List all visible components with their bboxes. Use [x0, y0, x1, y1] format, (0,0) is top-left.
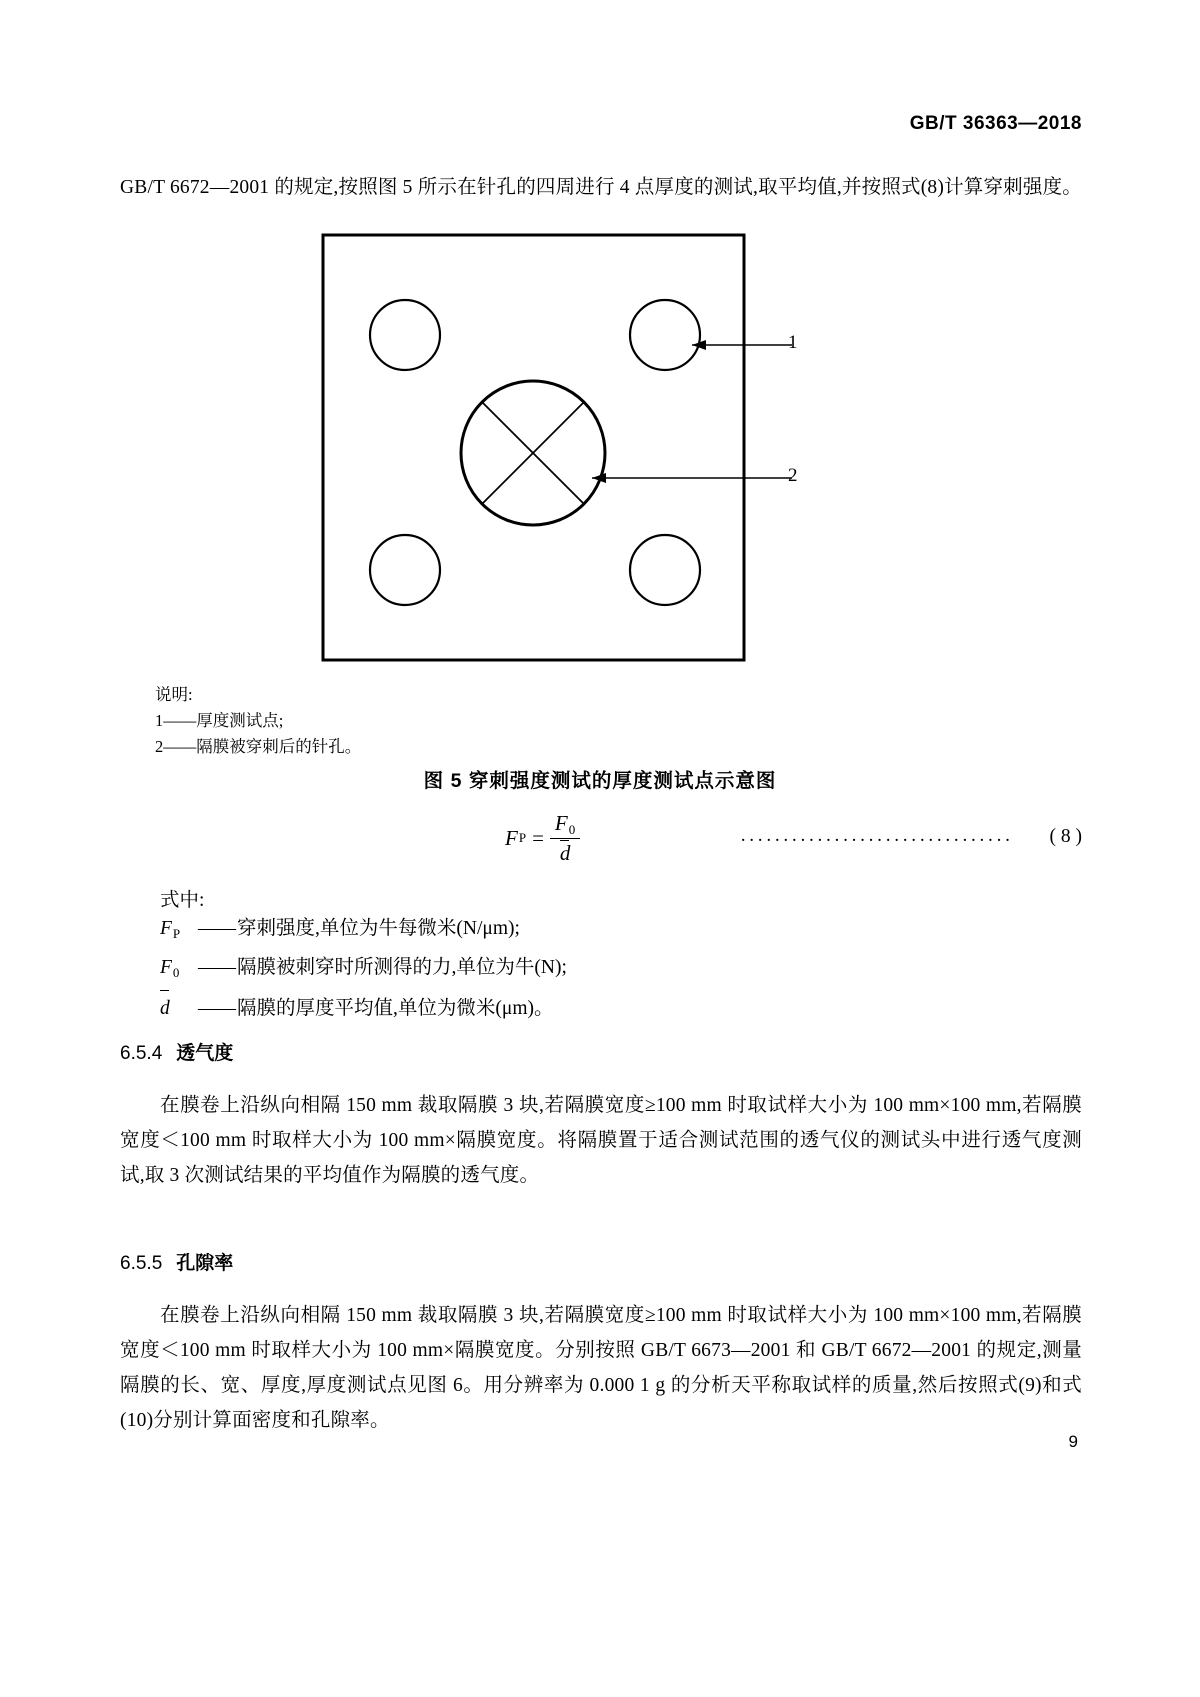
symbol-d-mean-description: 隔膜的厚度平均值,单位为微米(μm)。 — [237, 998, 554, 1019]
specimen-square — [323, 235, 744, 660]
equation-numerator — [550, 812, 580, 838]
legend-item-2: 2——隔膜被穿刺后的针孔。 — [155, 737, 362, 756]
callout-label-2: 2 — [788, 465, 798, 486]
symbol-Fp-subscript: P — [172, 926, 181, 941]
legend-title: 说明: — [155, 685, 193, 704]
symbol-d-mean — [160, 990, 194, 1026]
document-standard-number: GB/T 36363—2018 — [909, 113, 1082, 134]
equation-equals-sign: = — [532, 825, 544, 850]
symbol-Fp-description: 穿刺强度,单位为牛每微米(N/μm); — [237, 918, 520, 939]
figure-5-caption: 图 5 穿刺强度测试的厚度测试点示意图 — [423, 770, 777, 792]
section-body-6-5-5: 在膜卷上沿纵向相隔 150 mm 裁取隔膜 3 块,若隔膜宽度≥100 mm 时取试样大小为 100 mm×100 mm,若隔膜宽度＜100 mm 时取样大小为 100 mm×隔膜宽度。分别按照 GB/T 6673—2001 和 GB/T 6672—2001 的规定,测量隔膜的长、宽、厚度,厚度测试点见图 6。用分辨率为 0.000 1 g 的分析天平称取试样的质量,然后按照式(9)和式(10)分别计算面密度和孔隙率。 — [120, 1305, 1082, 1431]
symbol-d-mean-dash: —— — [198, 998, 235, 1019]
where-label: 式中: — [160, 890, 205, 911]
intro-paragraph: GB/T 6672—2001 的规定,按照图 5 所示在针孔的四周进行 4 点厚度的测试,取平均值,并按照式(8)计算穿刺强度。 — [120, 177, 1082, 198]
equation-numerator-subscript: 0 — [568, 822, 576, 837]
symbol-definition-list — [160, 912, 567, 1026]
equation-8 — [505, 812, 580, 864]
equation-lhs-symbol: F — [505, 825, 518, 850]
section-body-6-5-4: 在膜卷上沿纵向相隔 150 mm 裁取隔膜 3 块,若隔膜宽度≥100 mm 时取试样大小为 100 mm×100 mm,若隔膜宽度＜100 mm 时取样大小为 100 mm×隔膜宽度。将隔膜置于适合测试范围的透气仪的测试头中进行透气度测试,取 3 次测试结果的平均值作为隔膜的透气度。 — [120, 1095, 1082, 1186]
equation-leader-dots: ································ — [740, 830, 1013, 851]
section-number-6-5-4: 6.5.4 — [120, 1043, 163, 1064]
page-number: 9 — [1068, 1432, 1078, 1451]
equation-fraction — [550, 812, 580, 864]
figure-5-legend — [155, 682, 361, 760]
section-heading-6-5-4 — [120, 1038, 233, 1065]
symbol-Fp-base: F — [160, 918, 172, 939]
section-title-6-5-4: 透气度 — [176, 1043, 234, 1064]
figure-5-drawing — [120, 225, 1082, 675]
symbol-F0 — [160, 951, 194, 990]
equation-denominator-symbol: d — [559, 841, 571, 866]
symbol-F0-base: F — [160, 957, 172, 978]
symbol-Fp — [160, 912, 194, 951]
symbol-F0-dash: —— — [198, 957, 235, 978]
equation-numerator-symbol: F — [554, 811, 568, 835]
equation-8-row — [120, 812, 1082, 874]
section-title-6-5-5: 孔隙率 — [176, 1253, 234, 1274]
symbol-Fp-dash: —— — [198, 918, 235, 939]
figure-5 — [120, 225, 1082, 675]
callout-label-1: 1 — [788, 332, 798, 353]
equation-denominator — [555, 839, 576, 864]
section-heading-6-5-5 — [120, 1248, 233, 1275]
equation-number: ( 8 ) — [1049, 826, 1082, 847]
symbol-F0-description: 隔膜被刺穿时所测得的力,单位为牛(N); — [237, 957, 567, 978]
legend-item-1: 1——厚度测试点; — [155, 711, 284, 730]
symbol-F0-subscript: 0 — [172, 965, 180, 980]
symbol-definition-row — [160, 990, 567, 1026]
symbol-d-mean-base: d — [160, 990, 170, 1026]
symbol-definition-row — [160, 951, 567, 990]
section-number-6-5-5: 6.5.5 — [120, 1253, 163, 1274]
symbol-definition-row — [160, 912, 567, 951]
equation-lhs-subscript: P — [518, 830, 527, 846]
